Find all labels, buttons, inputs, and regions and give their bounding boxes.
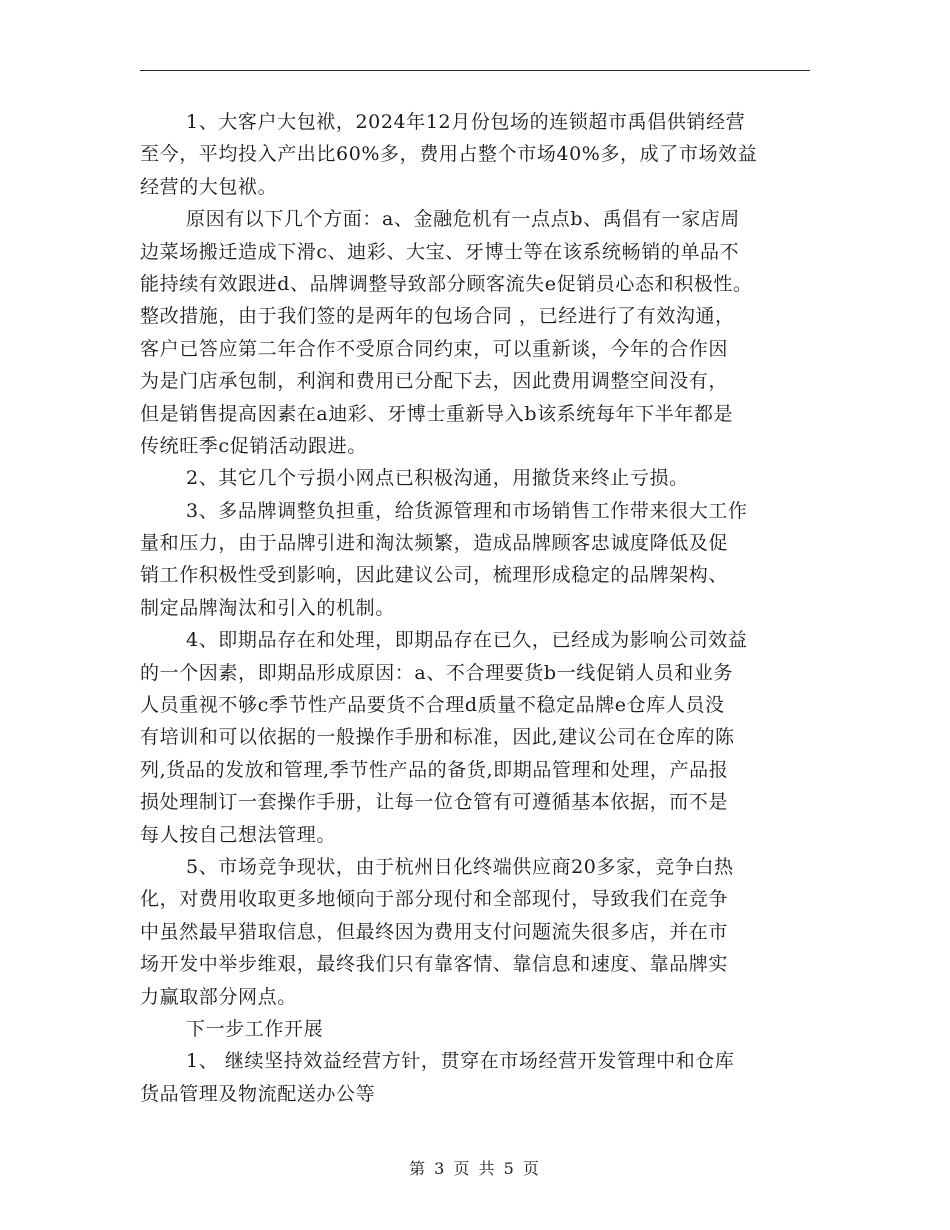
text-line: 2、其它几个亏损小网点已积极沟通，用撤货来终止亏损。 [186, 467, 689, 490]
text-line: 至今，平均投入产出比60%多，费用占整个市场40%多，成了市场效益 [140, 143, 758, 166]
text-line: 力赢取部分网点。 [140, 985, 297, 1008]
text-line: 下一步工作开展 [186, 1017, 324, 1040]
text-line: 有培训和可以依据的一般操作手册和标准，因此,建议公司在仓库的陈 [140, 726, 735, 749]
text-line: 1、 继续坚持效益经营方针，贯穿在市场经营开发管理中和仓库 [186, 1050, 735, 1073]
text-line: 3、多品牌调整负担重，给货源管理和市场销售工作带来很大工作 [186, 499, 748, 522]
text-line: 列,货品的发放和管理,季节性产品的备货,即期品管理和处理，产品报 [140, 758, 729, 781]
text-line: 每人按自己想法管理。 [140, 823, 337, 846]
text-line: 货品管理及物流配送办公等 [140, 1082, 376, 1105]
text-line: 传统旺季c促销活动跟进。 [140, 434, 367, 457]
text-line: 场开发中举步维艰，最终我们只有靠客情、靠信息和速度、靠品牌实 [140, 953, 729, 976]
document-body [140, 106, 820, 1110]
page-number: 第 3 页 共 5 页 [409, 1159, 541, 1178]
text-line: 的一个因素，即期品形成原因：a、不合理要货b一线促销人员和业务 [140, 661, 734, 684]
text-line: 经营的大包袱。 [140, 175, 278, 198]
text-line: 4、即期品存在和处理，即期品存在已久，已经成为影响公司效益 [186, 629, 748, 652]
text-line: 量和压力，由于品牌引进和淘汰频繁，造成品牌顾客忠诚度降低及促 [140, 532, 729, 555]
text-line: 5、市场竞争现状，由于杭州日化终端供应商20多家，竞争白热 [186, 855, 734, 878]
text-line: 边菜场搬迁造成下滑c、迪彩、大宝、牙博士等在该系统畅销的单品不 [140, 240, 740, 263]
text-line: 人员重视不够c季节性产品要货不合理d质量不稳定品牌e仓库人员没 [140, 694, 725, 717]
text-line: 整改措施，由于我们签的是两年的包场合同 ，已经进行了有效沟通， [140, 305, 735, 328]
text-line: 中虽然最早猎取信息，但最终因为费用支付问题流失很多店，并在市 [140, 920, 729, 943]
text-line: 但是销售提高因素在a迪彩、牙博士重新导入b该系统每年下半年都是 [140, 402, 734, 425]
text-line: 化，对费用收取更多地倾向于部分现付和全部现付，导致我们在竞争 [140, 888, 729, 911]
text-line: 销工作积极性受到影响，因此建议公司，梳理形成稳定的品牌架构、 [140, 564, 729, 587]
text-line: 损处理制订一套操作手册，让每一位仓管有可遵循基本依据，而不是 [140, 791, 729, 814]
text-line: 1、大客户大包袱，2024年12月份包场的连锁超市禹倡供销经营 [186, 111, 746, 133]
text-line: 能持续有效跟进d、品牌调整导致部分顾客流失e促销员心态和积极性。 [140, 272, 753, 295]
text-line: 客户已答应第二年合作不受原合同约束，可以重新谈，今年的合作因 [140, 337, 729, 360]
text-line: 制定品牌淘汰和引入的机制。 [140, 596, 395, 619]
header-rule [140, 70, 810, 71]
text-line: 为是门店承包制，利润和费用已分配下去，因此费用调整空间没有， [140, 370, 729, 393]
text-line: 原因有以下几个方面：a、金融危机有一点点b、禹倡有一家店周 [186, 208, 740, 231]
